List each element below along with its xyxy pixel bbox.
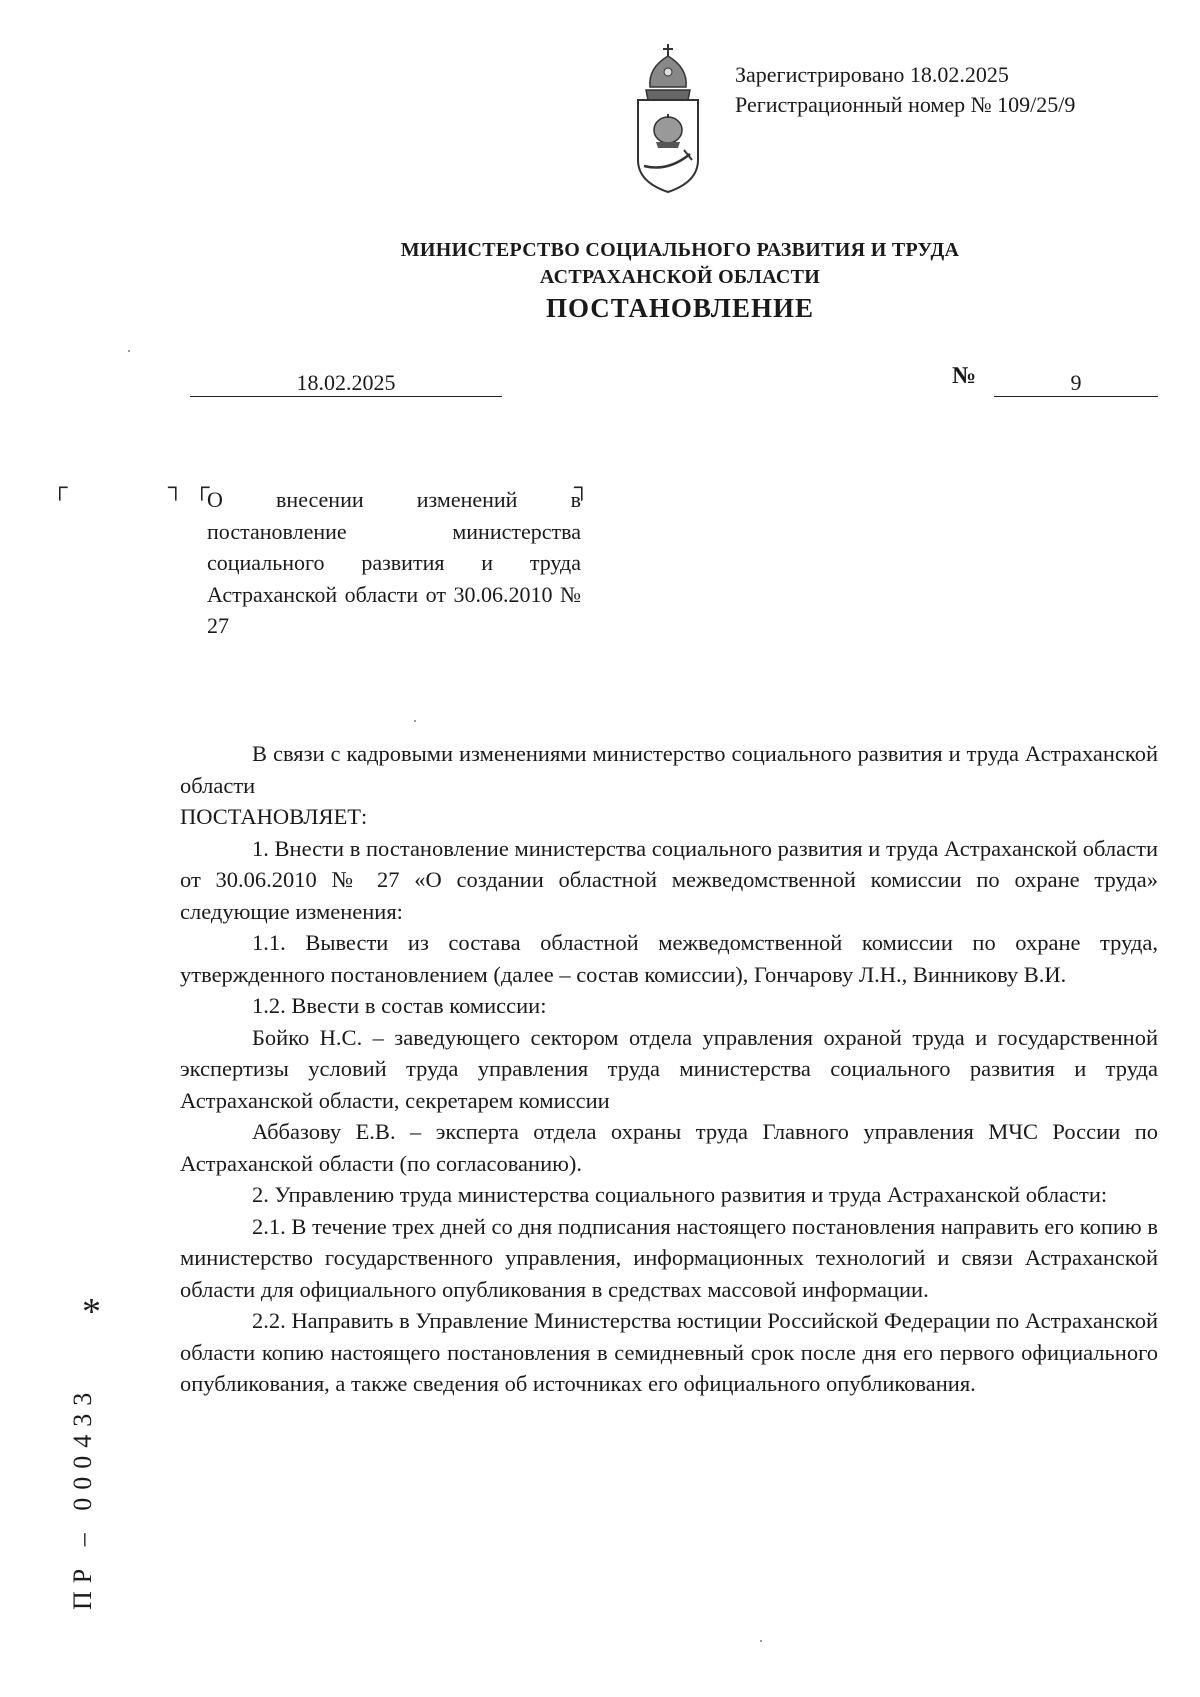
astrakhan-coat-of-arms-icon bbox=[628, 42, 708, 202]
registration-stamp bbox=[735, 60, 1075, 120]
document-body bbox=[180, 738, 1158, 1400]
document-type-title: ПОСТАНОВЛЕНИЕ bbox=[545, 293, 815, 323]
resolves-heading: ПОСТАНОВЛЯЕТ: bbox=[180, 804, 368, 829]
document-number: 9 bbox=[994, 370, 1158, 397]
registration-number: Регистрационный номер № 109/25/9 bbox=[735, 92, 1076, 117]
scan-dot bbox=[760, 1640, 762, 1642]
corner-mark-subject-left-icon: ┌ bbox=[194, 474, 210, 499]
paragraph-1-1: 1.1. Вывести из состава областной межведомственной комиссии по охране труда, утвержденного постановлением (далее – состав комиссии), Гончарову Л.Н., Винникову В.И. bbox=[180, 930, 1158, 987]
paragraph-1-2-abbazova: Аббазову Е.В. – эксперта отдела охраны труда Главного управления МЧС России по Астраханской области (по согласованию). bbox=[180, 1119, 1158, 1176]
paragraph-1-2: 1.2. Ввести в состав комиссии: bbox=[252, 993, 547, 1018]
paragraph-2-1: 2.1. В течение трех дней со дня подписания настоящего постановления направить его копию в министерство государственного управления, информационных технологий и связи Астраханской области для официального опубликования в средствах массовой информации. bbox=[180, 1213, 1158, 1302]
document-subject: О внесении изменений в постановление министерства социального развития и труда Астраханской области от 30.06.2010 № 27 bbox=[207, 487, 581, 638]
paragraph-2-2: 2.2. Направить в Управление Министерства юстиции Российской Федерации по Астраханской области копию настоящего постановления в семидневный срок после дня его первого официального опубликования, а также сведения об источниках его официального опубликования. bbox=[180, 1308, 1158, 1396]
paragraph-1-2-boyko: Бойко Н.С. – заведующего сектором отдела управления охраной труда и государственной экспертизы условий труда управления труда министерства социального развития и труда Астраханской области, секретарем комиссии bbox=[180, 1024, 1158, 1113]
star-mark: * bbox=[82, 1291, 101, 1333]
preamble: В связи с кадровыми изменениями министерство социального развития и труда Астраханской области bbox=[180, 741, 1158, 798]
document-number-label: № bbox=[952, 363, 977, 389]
corner-mark-subject-right-icon: ┐ bbox=[574, 474, 590, 499]
paragraph-2: 2. Управлению труда министерства социального развития и труда Астраханской области: bbox=[252, 1182, 1108, 1207]
corner-mark-left-icon: ┌ bbox=[52, 474, 68, 499]
ministry-name: МИНИСТЕРСТВО СОЦИАЛЬНОГО РАЗВИТИЯ И ТРУДА bbox=[400, 239, 960, 261]
paragraph-1: 1. Внести в постановление министерства социального развития и труда Астраханской области от 30.06.2010 № 27 «О создании областной межведомственной комиссии по охране труда» следующие изменения: bbox=[180, 835, 1158, 924]
scan-dot bbox=[128, 350, 130, 352]
ministry-region: АСТРАХАНСКОЙ ОБЛАСТИ bbox=[539, 266, 821, 288]
registration-date: Зарегистрировано 18.02.2025 bbox=[735, 62, 1009, 87]
scan-dot bbox=[414, 720, 416, 722]
corner-mark-inner-right-icon: ┐ bbox=[168, 474, 184, 499]
side-registration-code: ПР – 000433 bbox=[68, 1384, 97, 1610]
document-date: 18.02.2025 bbox=[190, 370, 502, 397]
